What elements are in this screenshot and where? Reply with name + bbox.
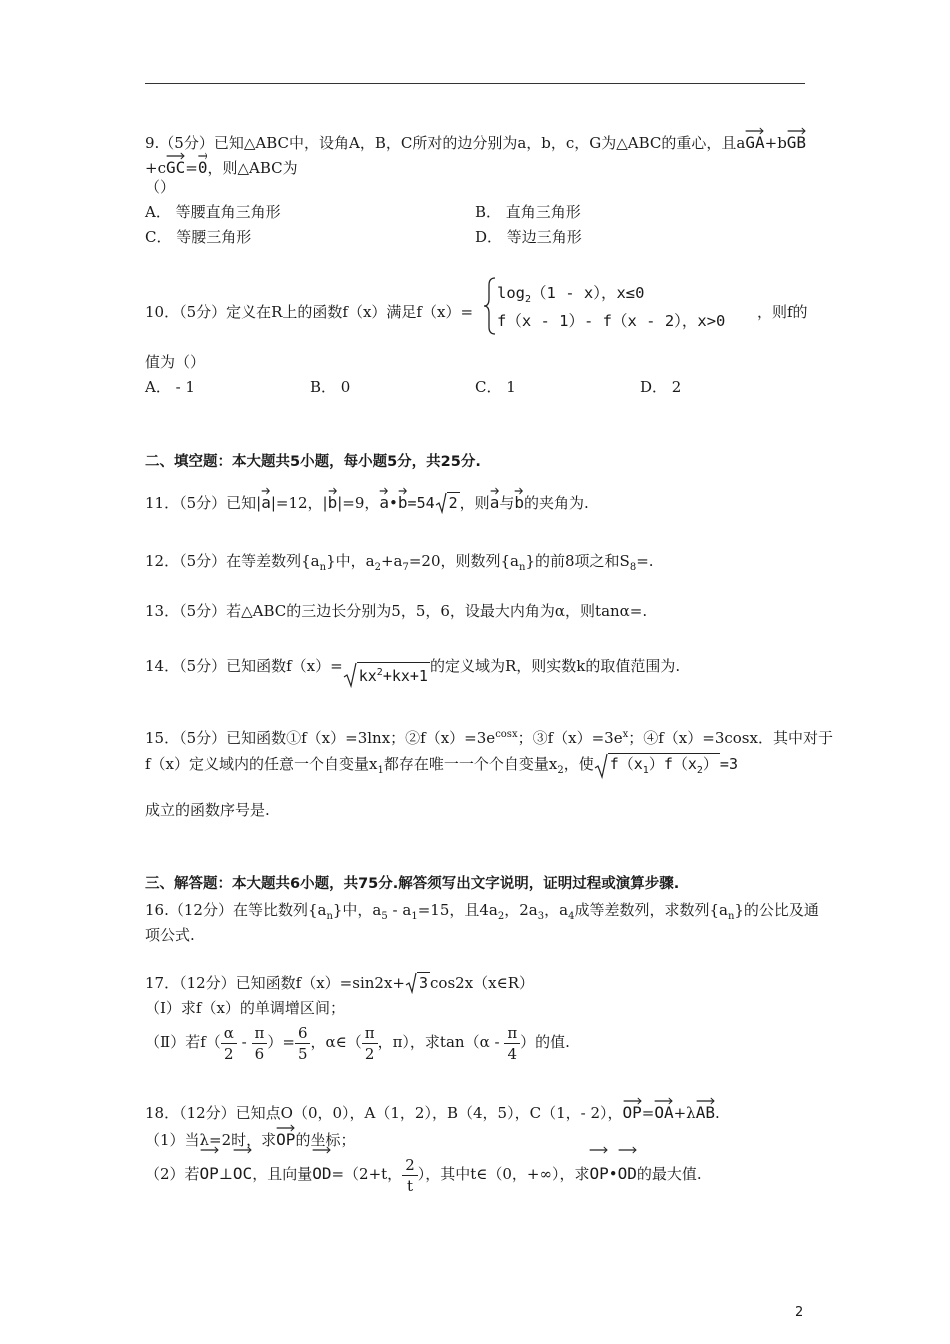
fraction-pi-4: $\frac{\pi}{4}$ [504, 1023, 520, 1064]
vector-ab: AB [696, 1097, 715, 1123]
header-rule [145, 83, 805, 84]
q10-case1: $\log_2(1 - x)$，x≤0 [497, 284, 645, 306]
q9-option-d: D． 等边三角形 [475, 228, 582, 246]
q18-part2: （2）若 OP⊥ OC，且向量 OD=（2+t， $\frac{2}{t}$ ），其中t∈（0，+∞），求 OP• OD的最大值. [145, 1146, 702, 1196]
vector-op: OP [623, 1097, 642, 1123]
vector-b: b [398, 487, 408, 513]
q13-line: 13．（5分）若△ABC的三边长分别为5，5，6，设最大内角为α，则tanα=. [145, 602, 648, 620]
vector-a: a [490, 487, 500, 513]
q10-tail: ，则f的 [757, 303, 808, 321]
q16-line1: 16.（12分）在等比数列$\{a_n\}$中，$a_5 - a_1=15$，且$4a_2$，$2a_3$，$a_4$成等差数列，求数列$\{a_n\}$的公比及通 [145, 901, 819, 922]
sqrt-3: 3 [405, 972, 430, 993]
fraction-pi-6: $\frac{\pi}{6}$ [252, 1023, 268, 1064]
q9-option-b: B． 直角三角形 [475, 203, 581, 221]
vector-ga: GA [745, 127, 764, 153]
q10-lead: 10．（5分）定义在R上的函数f（x）满足f（x）= [145, 303, 474, 321]
q15-line2: f（x）定义域内的任意一个自变量$x_1$都存在唯一一个个自变量$x_2$，使 $f(x_1)f(x_2) =3$ [145, 753, 738, 781]
vector-op: OP [276, 1124, 295, 1150]
vector-oa: OA [654, 1097, 673, 1123]
q12-line: 12．（5分）在等差数列$\{a_n\}$中，$a_2+a_7=20$，则数列$\{a_n\}$的前8项之和$S_8=$. [145, 552, 654, 573]
vector-b: b [328, 487, 338, 513]
q14-line: 14．（5分）已知函数f（x）= $kx^2+kx+1$的定义域为R，则实数k的取值范围为. [145, 657, 681, 685]
vector-a: a [379, 487, 389, 513]
vector-a: a [261, 487, 271, 513]
q9-line2: +c GC= 0，则△ABC为 [145, 152, 298, 178]
fraction-2-t: $\frac{2}{t}$ [402, 1155, 418, 1196]
vector-gb: GB [787, 127, 806, 153]
q17-line1: 17．（12分）已知函数f（x）=sin2x+ 3 cos2x（x∈R） [145, 974, 535, 992]
q11-line: 11．（5分）已知| a|=12，| b|=9， a• b=54 2 ，则 a与 b的夹角为. [145, 487, 589, 513]
section-3-title: 三、解答题：本大题共6小题，共75分.解答须写出文字说明，证明过程或演算步骤. [145, 876, 680, 892]
vector-od: OD [312, 1146, 331, 1196]
q9-line1: 9.（5分）已知△ABC中，设角A，B，C所对的边分别为a，b，c，G为△ABC的重心，且a GA+b GB [145, 127, 806, 153]
section-2-title: 二、填空题：本大题共5小题，每小题5分，共25分. [145, 454, 481, 470]
q10-case2: f（x - 1）- f（x - 2），x>0 [497, 312, 726, 330]
vector-zero: 0 [198, 152, 208, 178]
q10-option-b: B． 0 [310, 378, 351, 396]
q9-paren: （） [145, 178, 176, 196]
vector-oc: OC [233, 1146, 252, 1196]
q10-option-a: A． - 1 [145, 378, 195, 396]
vector-op: OP [200, 1146, 219, 1196]
vector-b: b [514, 487, 524, 513]
q9-text: 9.（5分）已知△ABC中，设角A，B，C所对的边分别为a，b，c，G为△ABC的重心，且a [145, 134, 746, 152]
q9-option-a: A． 等腰直角三角形 [145, 203, 281, 221]
q17-part2: （Ⅱ）若f（ $\frac{\alpha}{2}$ - $\frac{\pi}{6}$ ）= $\frac{6}{5}$ ，α∈（ $\frac{\pi}{2}$ ，π），求tan（α - $\frac{\pi}{4}$ ）的值. [145, 1023, 570, 1063]
q10-option-d: D． 2 [640, 378, 682, 396]
fraction-6-5: $\frac{6}{5}$ [295, 1023, 311, 1064]
q9-option-c: C． 等腰三角形 [145, 228, 252, 246]
q18-line1: 18．（12分）已知点O（0，0），A（1，2），B（4，5），C（1，- 2）， OP= OA+λ AB. [145, 1097, 720, 1123]
vector-gc: GC [166, 152, 185, 178]
q15-line1: 15．（5分）已知函数①f（x）=3lnx；$②f(x)=3e^{cosx}$；$③f(x)=3e^x$；④f（x）=3cosx．其中对于 [145, 729, 833, 747]
q17-part1: （Ⅰ）求f（x）的单调增区间； [145, 999, 345, 1017]
q14-sqrt: $kx^2+kx+1$ [343, 662, 430, 686]
vector-op: OP [589, 1146, 608, 1196]
q15-line3: 成立的函数序号是. [145, 801, 270, 819]
page-number: 2 [795, 1305, 804, 1320]
q10-line2: 值为（） [145, 353, 206, 371]
fraction-alpha-2: $\frac{\alpha}{2}$ [221, 1023, 237, 1064]
q16-line2: 项公式. [145, 926, 195, 944]
q15-sqrt: $f(x_1)f(x_2)$ [594, 753, 720, 781]
vector-od: OD [618, 1146, 637, 1196]
left-brace-icon [483, 277, 497, 335]
q10-option-c: C． 1 [475, 378, 516, 396]
sqrt-2: 2 [435, 492, 460, 513]
fraction-pi-2: $\frac{\pi}{2}$ [362, 1023, 378, 1064]
q18-part1: （1）当λ=2时，求 OP的坐标； [145, 1124, 355, 1150]
